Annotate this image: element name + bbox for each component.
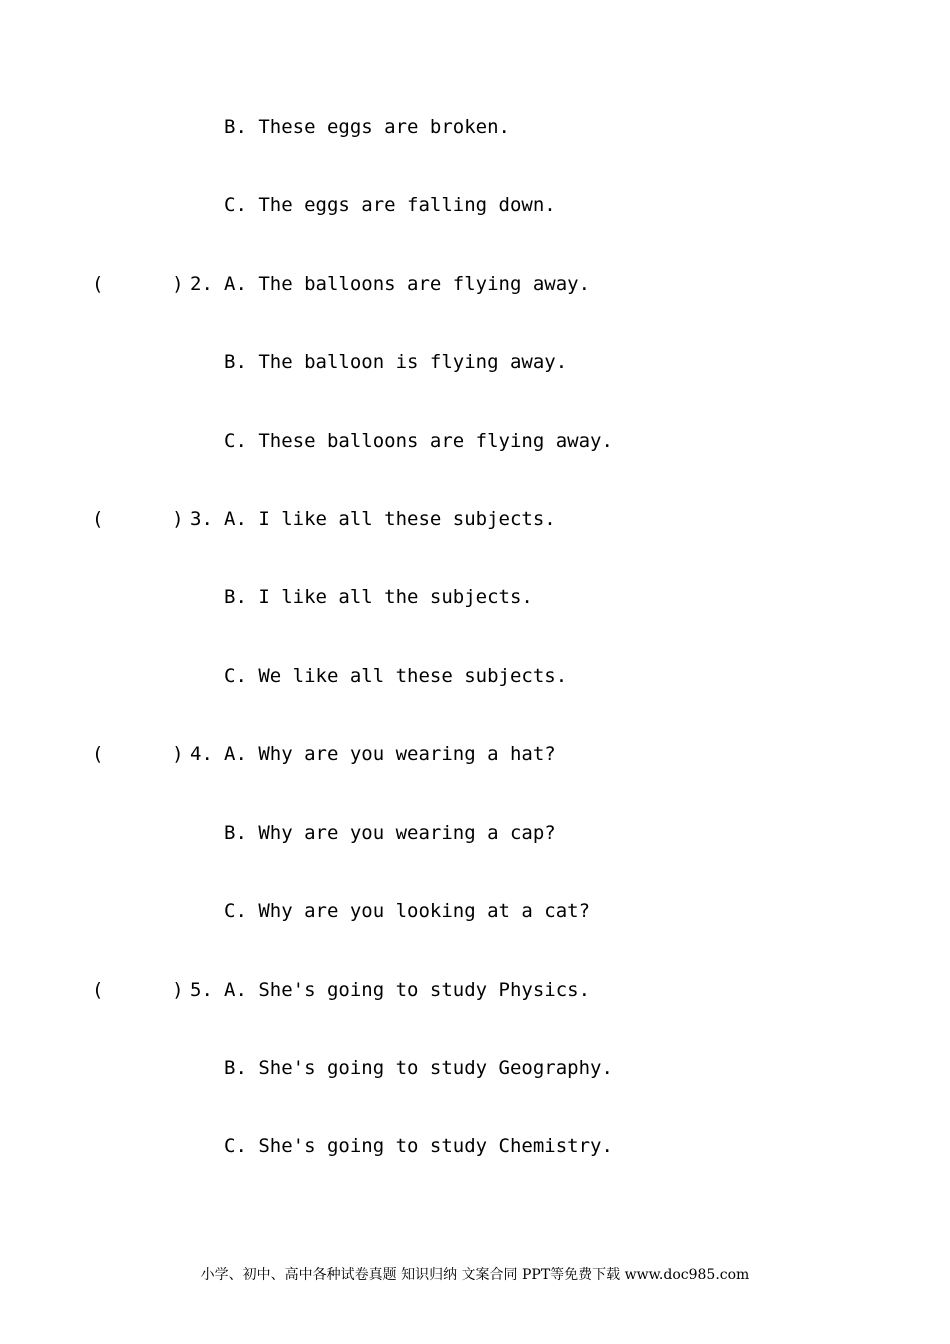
question-3-option-c: C. We like all these subjects. bbox=[224, 665, 568, 687]
question-4-number: 4. bbox=[190, 743, 213, 765]
question-5-number: 5. bbox=[190, 979, 213, 1001]
question-2-option-b: B. The balloon is flying away. bbox=[224, 351, 568, 373]
question-2-option-a: A. The balloons are flying away. bbox=[224, 273, 591, 295]
question-5-option-a: A. She's going to study Physics. bbox=[224, 979, 591, 1001]
question-5-option-b: B. She's going to study Geography. bbox=[224, 1057, 613, 1079]
question-3-number: 3. bbox=[190, 508, 213, 530]
question-5-option-c: C. She's going to study Chemistry. bbox=[224, 1135, 613, 1157]
question-2-option-c: C. These balloons are flying away. bbox=[224, 430, 613, 452]
question-2-number: 2. bbox=[190, 273, 213, 295]
page-footer: 小学、初中、高中各种试卷真题 知识归纳 文案合同 PPT等免费下载 www.doc985.com bbox=[200, 1267, 750, 1283]
question-1-option-b: B. These eggs are broken. bbox=[224, 116, 510, 138]
question-4-option-a: A. Why are you wearing a hat? bbox=[224, 743, 556, 765]
answer-bracket-3: ( ) bbox=[92, 508, 184, 530]
question-3-option-b: B. I like all the subjects. bbox=[224, 586, 533, 608]
question-1-option-c: C. The eggs are falling down. bbox=[224, 194, 556, 216]
question-4-option-c: C. Why are you looking at a cat? bbox=[224, 900, 591, 922]
question-4-option-b: B. Why are you wearing a cap? bbox=[224, 822, 556, 844]
answer-bracket-4: ( ) bbox=[92, 743, 184, 765]
answer-bracket-2: ( ) bbox=[92, 273, 184, 295]
question-3-option-a: A. I like all these subjects. bbox=[224, 508, 556, 530]
answer-bracket-5: ( ) bbox=[92, 979, 184, 1001]
